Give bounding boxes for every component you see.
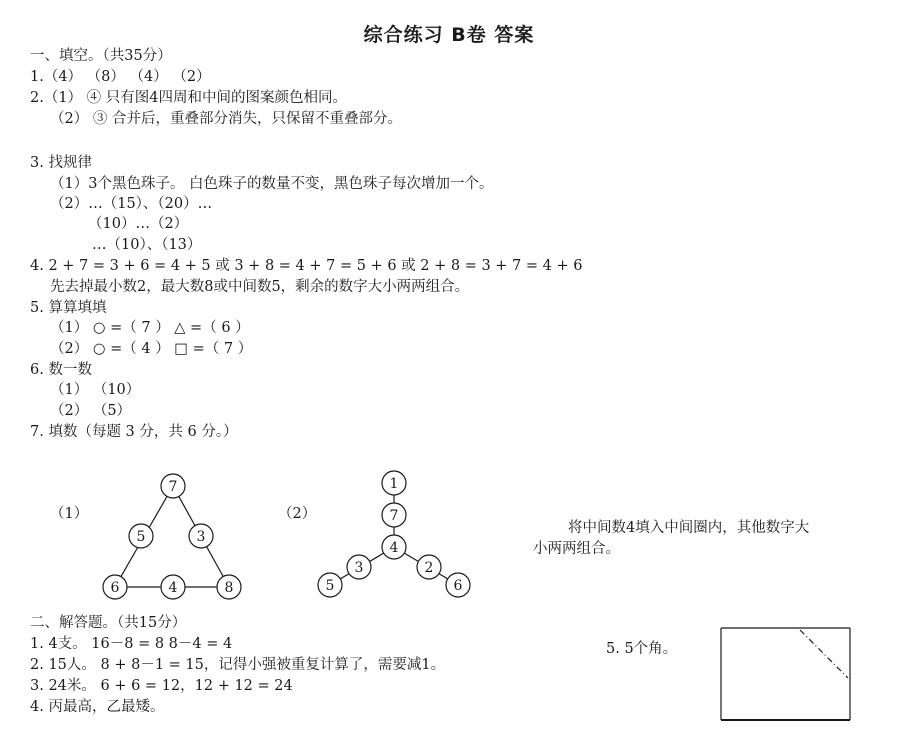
triangle-number-diagram — [95, 470, 250, 605]
triangle-bottom-left-number: 6 — [110, 580, 120, 596]
star-left-mid-number: 3 — [354, 560, 364, 576]
q7-note-line1: 将中间数4填入中间圈内，其他数字大 — [568, 520, 810, 536]
answer-q3-part3: （10）…（2） — [88, 216, 189, 232]
page-title: 综合练习 B卷 答案 — [363, 24, 535, 46]
star-upper-number: 7 — [389, 508, 399, 524]
answer-q2-part1: 2.（1） ④ 只有图4四周和中间的图案颜色相同。 — [30, 90, 348, 106]
answer-q3-heading: 3. 找规律 — [30, 155, 92, 171]
section2-heading: 二、解答题。（共15分） — [30, 615, 187, 631]
answer-solve-4: 4. 丙最高，乙最矮。 — [30, 699, 165, 715]
answer-q3-part4: …（10）、（13） — [92, 237, 202, 253]
q7-note-line2: 小两两组合。 — [533, 541, 620, 557]
star-right-end-number: 6 — [453, 578, 463, 594]
answer-q6-part1: （1） （10） — [50, 382, 141, 398]
triangle-right-mid-number: 3 — [196, 529, 206, 545]
answer-q7-heading: 7. 填数（每题 3 分，共 6 分。） — [30, 424, 238, 440]
answer-q6-part2: （2） （5） — [50, 403, 132, 419]
answer-q1: 1.（4） （8） （4） （2） — [30, 69, 211, 85]
star-left-end-number: 5 — [325, 578, 335, 594]
answer-solve-3: 3. 24米。 6 + 6 = 12，12 + 12 = 24 — [30, 678, 293, 694]
answer-q5-part1: （1） ○ =（ 7 ） △ =（ 6 ） — [50, 320, 250, 336]
answer-q4-equations: 4. 2 + 7 = 3 + 6 = 4 + 5 或 3 + 8 = 4 + 7 = 5 + 6 或 2 + 8 = 3 + 7 = 4 + 6 — [30, 258, 583, 274]
rectangle-cut-figure — [718, 626, 854, 724]
answer-q4-explanation: 先去掉最小数2，最大数8或中间数5，剩余的数字大小两两组合。 — [50, 279, 470, 295]
answer-solve-5: 5. 5个角。 — [606, 641, 678, 657]
answer-q2-part2: （2） ③ 合并后，重叠部分消失，只保留不重叠部分。 — [50, 111, 402, 127]
answer-q3-part2: （2）…（15）、（20）… — [50, 196, 213, 212]
q7-label-1: （1） — [50, 506, 89, 522]
star-number-diagram — [310, 465, 480, 605]
answer-q3-part1: （1）3个黑色珠子。 白色珠子的数量不变，黑色珠子每次增加一个。 — [50, 176, 494, 192]
answer-solve-2: 2. 15人。 8 + 8－1 = 15，记得小强被重复计算了，需要减1。 — [30, 657, 446, 673]
triangle-top-number: 7 — [168, 479, 178, 495]
answer-q5-heading: 5. 算算填填 — [30, 300, 107, 316]
star-center-number: 4 — [389, 540, 399, 556]
answer-solve-1: 1. 4支。 16－8 = 8 8－4 = 4 — [30, 636, 233, 652]
triangle-left-mid-number: 5 — [136, 529, 146, 545]
q7-label-2: （2） — [278, 506, 317, 522]
star-top-number: 1 — [389, 476, 399, 492]
answer-q5-part2: （2） ○ =（ 4 ） □ =（ 7 ） — [50, 341, 253, 357]
section1-heading: 一、填空。（共35分） — [30, 48, 172, 64]
triangle-bottom-right-number: 8 — [224, 580, 234, 596]
star-right-mid-number: 2 — [424, 560, 434, 576]
triangle-bottom-mid-number: 4 — [168, 580, 178, 596]
answer-q6-heading: 6. 数一数 — [30, 362, 92, 378]
